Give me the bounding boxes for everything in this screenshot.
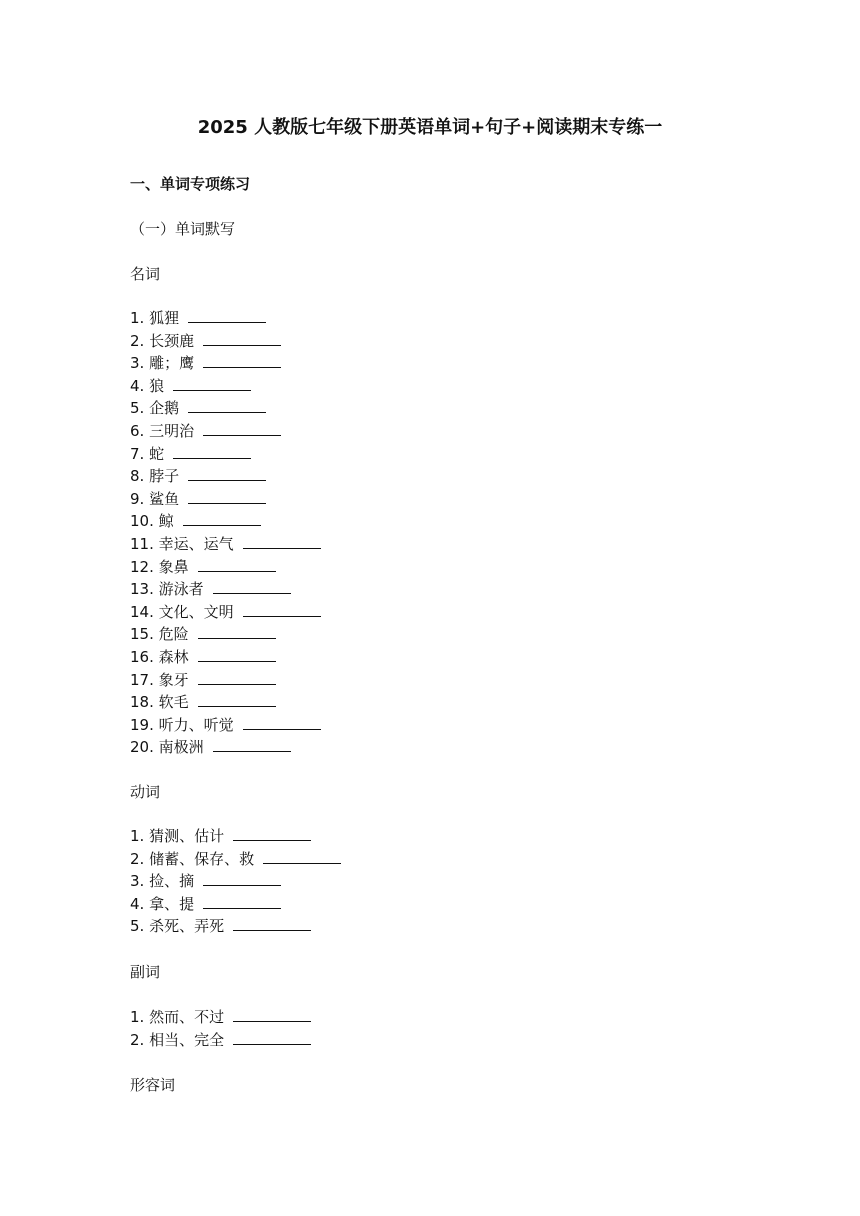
item-text: 2. 储蓄、保存、救 (130, 849, 255, 868)
document-title: 2025 人教版七年级下册英语单词+句子+阅读期末专练一 (197, 117, 663, 138)
answer-blank (198, 670, 276, 685)
answer-blank (203, 421, 281, 436)
answer-blank (188, 489, 266, 504)
answer-blank (188, 466, 266, 481)
item-text: 16. 森林 (130, 647, 189, 666)
item-text: 4. 狼 (130, 376, 165, 395)
answer-blank (198, 624, 276, 639)
answer-blank (183, 511, 261, 526)
list-item (130, 825, 341, 848)
item-text: 3. 雕；鹰 (130, 354, 195, 373)
list-item (130, 714, 321, 737)
item-text: 18. 软毛 (130, 693, 189, 712)
item-text: 5. 企鹅 (130, 399, 180, 418)
list-item (130, 1029, 311, 1052)
answer-blank (173, 444, 251, 459)
answer-blank (233, 826, 311, 841)
item-text: 15. 危险 (130, 625, 189, 644)
answer-blank (198, 647, 276, 662)
item-text: 9. 鲨鱼 (130, 489, 180, 508)
list-item (130, 1006, 311, 1029)
category-adverbs-label: 副词 (130, 963, 161, 981)
answer-blank (233, 1030, 311, 1045)
item-text: 12. 象鼻 (130, 557, 189, 576)
list-item (130, 556, 321, 579)
list-item (130, 736, 321, 759)
list-item (130, 669, 321, 692)
item-text: 17. 象牙 (130, 670, 189, 689)
answer-blank (203, 894, 281, 909)
list-item (130, 623, 321, 646)
item-text: 8. 脖子 (130, 467, 180, 486)
list-item (130, 533, 321, 556)
list-item (130, 646, 321, 669)
item-text: 1. 然而、不过 (130, 1008, 225, 1026)
list-item (130, 465, 321, 488)
noun-list (130, 307, 321, 759)
answer-blank (233, 916, 311, 931)
item-text: 3. 捡、摘 (130, 872, 195, 891)
verb-list (130, 825, 341, 938)
list-item (130, 601, 321, 624)
item-text: 13. 游泳者 (130, 580, 204, 599)
item-text: 11. 幸运、运气 (130, 534, 234, 553)
list-item (130, 352, 321, 375)
category-verbs-label: 动词 (130, 783, 161, 801)
item-text: 2. 相当、完全 (130, 1030, 225, 1049)
item-text: 7. 蛇 (130, 444, 165, 463)
list-item (130, 578, 321, 601)
item-text: 10. 鲸 (130, 512, 174, 531)
answer-blank (263, 849, 341, 864)
list-item (130, 488, 321, 511)
item-text: 14. 文化、文明 (130, 602, 234, 621)
answer-blank (188, 308, 266, 323)
item-text: 20. 南极洲 (130, 738, 204, 757)
adverb-list (130, 1006, 311, 1051)
list-item (130, 848, 341, 871)
list-item (130, 691, 321, 714)
item-text: 4. 拿、提 (130, 894, 195, 913)
answer-blank (173, 376, 251, 391)
answer-blank (203, 871, 281, 886)
answer-blank (243, 715, 321, 730)
item-text: 2. 长颈鹿 (130, 331, 195, 350)
list-item (130, 307, 321, 330)
answer-blank (198, 557, 276, 572)
answer-blank (203, 353, 281, 368)
list-item (130, 893, 341, 916)
item-text: 5. 杀死、弄死 (130, 917, 225, 936)
subsection-heading: （一）单词默写 (130, 220, 236, 238)
list-item (130, 915, 341, 938)
answer-blank (198, 692, 276, 707)
item-text: 1. 狐狸 (130, 309, 180, 327)
answer-blank (233, 1007, 311, 1022)
answer-blank (203, 331, 281, 346)
answer-blank (243, 534, 321, 549)
answer-blank (243, 602, 321, 617)
item-text: 19. 听力、听觉 (130, 715, 234, 734)
category-adjectives-label: 形容词 (130, 1076, 176, 1094)
list-item (130, 397, 321, 420)
category-nouns-label: 名词 (130, 265, 161, 283)
list-item (130, 420, 321, 443)
list-item (130, 510, 321, 533)
list-item (130, 330, 321, 353)
item-text: 6. 三明治 (130, 421, 195, 440)
list-item (130, 870, 341, 893)
answer-blank (188, 398, 266, 413)
section-heading: 一、单词专项练习 (130, 175, 251, 193)
list-item (130, 443, 321, 466)
answer-blank (213, 579, 291, 594)
answer-blank (213, 737, 291, 752)
list-item (130, 375, 321, 398)
item-text: 1. 猜测、估计 (130, 827, 225, 845)
